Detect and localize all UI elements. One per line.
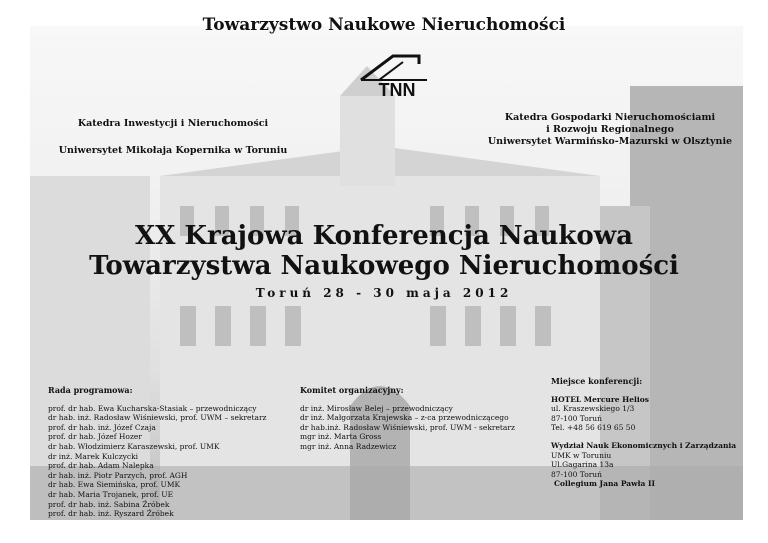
conference-place-date: Toruń 28 - 30 maja 2012 [255,286,513,300]
list-item: dr hab. Ewa Siemińska, prof. UMK [48,480,181,490]
affiliation-right-dept: Katedra Gospodarki Nieruchomościami [504,112,716,123]
list-item: dr hab. Maria Trojanek, prof. UE [48,489,174,499]
list-item: dr inż. Małgorzata Krajewska – z-ca przewodniczącego [300,413,509,423]
list-item: ul. Kraszewskiego 1/3 [551,404,635,414]
venue-heading: Miejsce konferencji: [551,376,643,386]
hotel-address [551,404,736,433]
organizing-committee [300,386,515,452]
list-item: 87-100 Toruń [551,413,602,423]
faculty-name: Wydział Nauk Ekonomicznych i Zarządzania [551,440,737,450]
affiliation-right [460,112,760,148]
list-item: mgr inż. Anna Radzewicz [300,441,397,451]
list-item: dr hab. Włodzimierz Karaszewski, prof. UMK [48,441,220,451]
list-item: prof. dr hab. Ewa Kucharska-Stasiak – przewodniczący [48,403,257,413]
tnn-logo [359,50,429,98]
list-item: prof. dr hab. Józef Hozer [48,432,142,442]
list-item: mgr inż. Marta Gross [300,432,382,442]
faculty-building: Collegium Jana Pawła II [554,479,655,489]
organizing-committee-heading: Komitet organizacyjny: [300,385,404,395]
venue [551,377,736,489]
list-item: prof. dr hab. inż. Sabina Źróbek [48,499,170,509]
affiliation-left [48,118,298,172]
organizing-committee-list [300,404,515,452]
list-item: prof. dr hab. inż. Józef Czaja [48,422,156,432]
list-item: dr hab. inż. Piotr Parzych, prof. AGH [48,470,188,480]
list-item: dr inż. Mirosław Belej – przewodniczący [300,403,453,413]
list-item: UMK w Toruniu [551,450,612,460]
conference-title [0,221,768,281]
program-committee-heading: Rada programowa: [48,385,133,395]
program-committee [48,386,267,519]
logo-text: TNN [378,80,416,98]
conference-title-line-2: Towarzystwa Naukowego Nieruchomości [89,251,679,281]
conference-title-line-1: XX Krajowa Konferencja Naukowa [135,221,633,251]
list-item: prof. dr hab. inż. Ryszard Źróbek [48,509,174,519]
list-item: dr hab.inż. Radosław Wiśniewski, prof. UWM - sekretarz [300,422,515,432]
list-item: dr inż. Marek Kulczycki [48,451,139,461]
list-item: 87-100 Toruń [551,469,602,479]
faculty-address [551,451,736,480]
program-committee-list [48,404,267,519]
list-item: Tel. +48 56 619 65 50 [551,423,636,433]
affiliation-right-univ: Uniwersytet Warmińsko-Mazurski w Olsztynie [487,136,733,147]
list-item: Ul.Gagarina 13a [551,460,614,470]
list-item: prof. dr hab. Adam Nalepka [48,461,154,471]
affiliation-right-dept-2: i Rozwoju Regionalnego [546,124,674,135]
society-title: Towarzystwo Naukowe Nieruchomości [202,15,566,35]
list-item: dr hab. inż. Radosław Wiśniewski, prof. UWM – sekretarz [48,413,267,423]
hotel-name: HOTEL Mercure Helios [551,394,649,404]
affiliation-left-univ: Uniwersytet Mikołaja Kopernika w Toruniu [58,145,288,156]
affiliation-left-dept: Katedra Inwestycji i Nieruchomości [77,118,269,129]
